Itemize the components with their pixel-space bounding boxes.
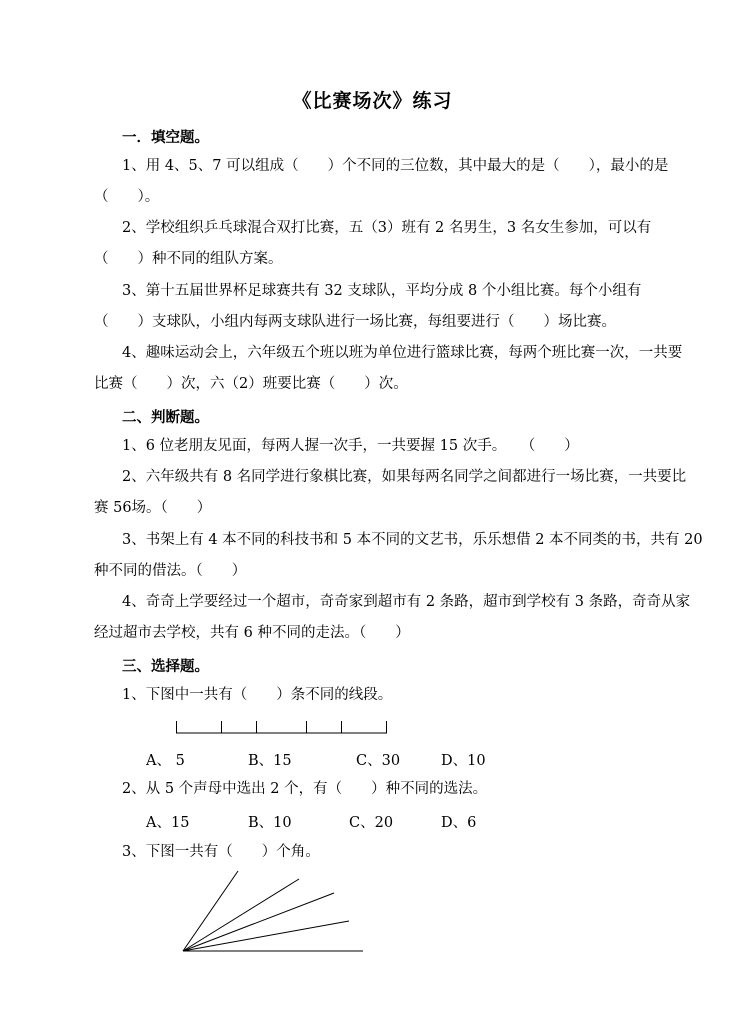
choice-q1-option-d: D、10 — [441, 753, 486, 769]
fill-q1-line2: （ ）。 — [94, 189, 160, 205]
choice-q3-line1: 3、下图一共有（ ）个角。 — [122, 844, 320, 860]
section-heading-judge: 二、判断题。 — [122, 409, 209, 426]
choice-q2-option-a: A、15 — [146, 815, 190, 831]
fill-q1-line1: 1、用 4、5、7 可以组成（ ）个不同的三位数，其中最大的是（ ），最小的是 — [122, 158, 669, 174]
choice-q2-option-c: C、20 — [349, 815, 394, 831]
fill-q4-line1: 4、趣味运动会上，六年级五个班以班为单位进行篮球比赛，每两个班比赛一次，一共要 — [122, 345, 683, 361]
choice-q1-option-c: C、30 — [356, 753, 401, 769]
judge-q4-line2: 经过超市去学校，共有 6 种不同的走法。（ ） — [94, 625, 410, 641]
choice-q1-option-a: A、 5 — [146, 753, 185, 769]
judge-q2-line2: 赛 56场。（ ） — [94, 500, 212, 516]
choice-q1-line1: 1、下图中一共有（ ）条不同的线段。 — [122, 687, 393, 703]
page-title: 《比赛场次》练习 — [292, 90, 453, 112]
judge-q3-line2: 种不同的借法。（ ） — [94, 563, 247, 579]
judge-q1-line1: 1、6 位老朋友见面，每两人握一次手，一共要握 15 次手。 （ ） — [122, 438, 579, 454]
choice-q1-option-b: B、15 — [248, 753, 292, 769]
judge-q3-line1: 3、书架上有 4 本不同的科技书和 5 本不同的文艺书，乐乐想借 2 本不同类的书，共有 20 — [122, 532, 703, 548]
judge-q4-line1: 4、奇奇上学要经过一个超市，奇奇家到超市有 2 条路，超市到学校有 3 条路，奇奇从家 — [122, 594, 691, 610]
fill-q2-line2: （ ）种不同的组队方案。 — [94, 251, 283, 267]
section-heading-fill: 一．填空题。 — [122, 129, 209, 146]
choice-q2-line1: 2、从 5 个声母中选出 2 个，有（ ）种不同的选法。 — [122, 781, 488, 797]
choice-q2-option-d: D、6 — [441, 815, 477, 831]
ray — [183, 871, 238, 951]
fill-q4-line2: 比赛（ ）次，六（2）班要比赛（ ）次。 — [94, 376, 408, 392]
choice-q2-option-b: B、10 — [248, 815, 292, 831]
judge-q2-line1: 2、六年级共有 8 名同学进行象棋比赛，如果每两名同学之间都进行一场比赛，一共要比 — [122, 469, 687, 485]
fill-q3-line2: （ ）支球队，小组内每两支球队进行一场比赛，每组要进行（ ）场比赛。 — [94, 314, 616, 330]
angle-diagram — [183, 871, 363, 951]
ray — [183, 893, 334, 951]
section-heading-choice: 三、选择题。 — [122, 658, 209, 675]
fill-q3-line1: 3、第十五届世界杯足球赛共有 32 支球队，平均分成 8 个小组比赛。每个小组有 — [122, 283, 642, 299]
line-segment-diagram — [176, 721, 387, 733]
fill-q2-line1: 2、学校组织乒乓球混合双打比赛，五（3）班有 2 名男生，3 名女生参加，可以有 — [122, 220, 652, 236]
